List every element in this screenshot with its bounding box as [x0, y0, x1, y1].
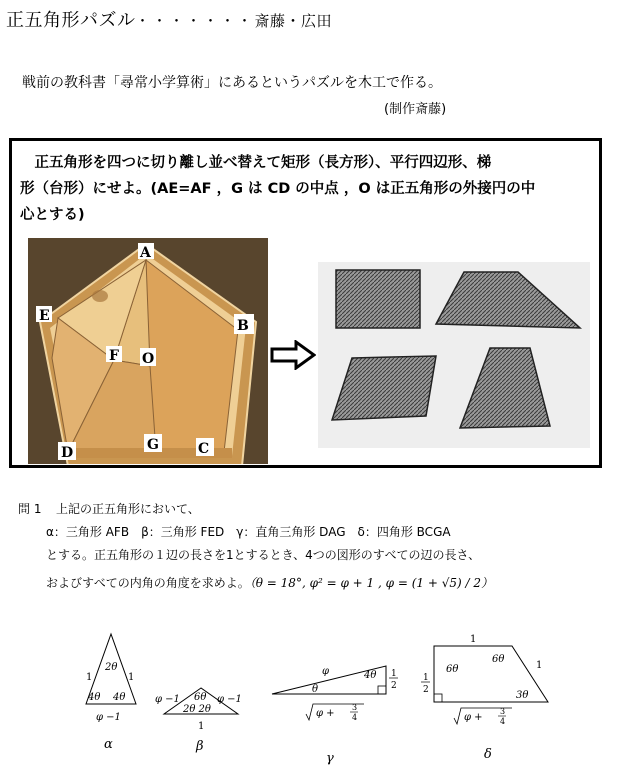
alpha-left-side: 1 [86, 672, 93, 683]
diagram-gamma [272, 666, 398, 766]
intro-text: 戦前の教科書「尋常小学算術」にあるというパズルを木工で作る。 [22, 75, 442, 91]
delta-right: 1 [536, 660, 543, 671]
instructions-line-1: 正五角形を四つに切り離し並べ替えて矩形（長方形）、平行四辺形、梯 [20, 155, 492, 171]
trapezoid-shape [436, 272, 580, 328]
gamma-symbol: γ [326, 751, 334, 766]
title-authors: 斎藤・広田 [254, 12, 333, 30]
question-number: 問 1 [18, 502, 42, 516]
wooden-puzzle-photo [28, 238, 268, 464]
question-line-1 [18, 500, 200, 518]
delta-top: 1 [470, 634, 477, 645]
photo-label-b: B [237, 318, 249, 334]
alpha-symbol: α [104, 737, 113, 752]
alpha-base: φ −1 [96, 712, 121, 723]
beta-base: 1 [198, 721, 205, 732]
rearranged-shapes-photo [318, 262, 590, 448]
delta-left-den: 2 [423, 685, 429, 695]
question-line-3: とする。正五角形の１辺の長さを1とするとき、4つの図形のすべての辺の長さ、 [46, 548, 481, 562]
question-lead: 上記の正五角形において、 [56, 502, 200, 516]
delta-angle-top: 6θ [492, 654, 505, 665]
alpha-top-angle: 2θ [105, 662, 118, 673]
beta-symbol: β [196, 739, 204, 754]
photo-label-o: O [142, 351, 155, 367]
gamma-bottom-prefix: φ + [316, 708, 335, 719]
gamma-side-den: 2 [391, 681, 397, 691]
delta-angle-right: 3θ [516, 690, 529, 701]
photo-label-d: D [61, 445, 74, 461]
beta-top-angle: 6θ [194, 692, 207, 703]
credit-text: (制作斎藤) [384, 102, 447, 117]
alpha-right-angle: 4θ [113, 692, 126, 703]
alpha-left-angle: 4θ [88, 692, 101, 703]
question-hint: （θ = 18°, φ² = φ + 1 , φ = (1 + √5) / 2） [249, 576, 493, 590]
diagram-beta [155, 688, 242, 754]
gamma-hyp: φ [322, 666, 330, 677]
diagram-alpha [86, 634, 136, 752]
photo-label-c: C [198, 441, 210, 457]
instructions-line-2: 形（台形）にせよ。(AE=AF ，G は CD の中点 ，O は正五角形の外接円の中 [20, 181, 536, 197]
gamma-side-num: 1 [391, 669, 397, 679]
delta-left-num: 1 [423, 673, 429, 683]
photo-label-f: F [109, 348, 119, 364]
gamma-angle-left: θ [312, 684, 319, 695]
gamma-bottom-den: 4 [352, 713, 358, 722]
right-arrow-icon [270, 340, 316, 370]
photo-label-e: E [39, 308, 50, 324]
delta-bottom-den: 4 [500, 717, 506, 726]
delta-angle-left: 6θ [446, 664, 459, 675]
photo-label-g: G [147, 437, 159, 453]
question-pieces: α：三角形 AFB β：三角形 FED γ：直角三角形 DAG δ：四角形 BCGA [46, 525, 451, 539]
parallelogram-shape [332, 356, 436, 420]
delta-bottom-num: 3 [500, 707, 506, 716]
diagram-delta [421, 634, 548, 762]
beta-right: φ −1 [217, 694, 242, 705]
question-line-4-text: およびすべての内角の角度を求めよ。 [46, 576, 250, 590]
instructions-line-3: 心とする) [20, 207, 85, 223]
page-title [6, 6, 332, 32]
photo-label-a: A [140, 245, 151, 261]
instructions [20, 150, 590, 228]
title-dots: ・・・・・・・ [135, 14, 255, 30]
beta-left: φ −1 [155, 694, 180, 705]
gamma-angle-top: 4θ [364, 670, 377, 681]
delta-symbol: δ [484, 747, 492, 762]
delta-bottom-prefix: φ + [464, 712, 483, 723]
title-text: 正五角形パズル [6, 10, 136, 31]
gamma-bottom-num: 3 [352, 703, 358, 712]
rectangle-shape [336, 270, 420, 328]
piece-diagrams [0, 630, 621, 782]
beta-base-angles: 2θ 2θ [183, 704, 211, 715]
alpha-right-side: 1 [128, 672, 135, 683]
trapezoid-shape-2 [460, 348, 550, 428]
question-line-4 [46, 574, 493, 591]
